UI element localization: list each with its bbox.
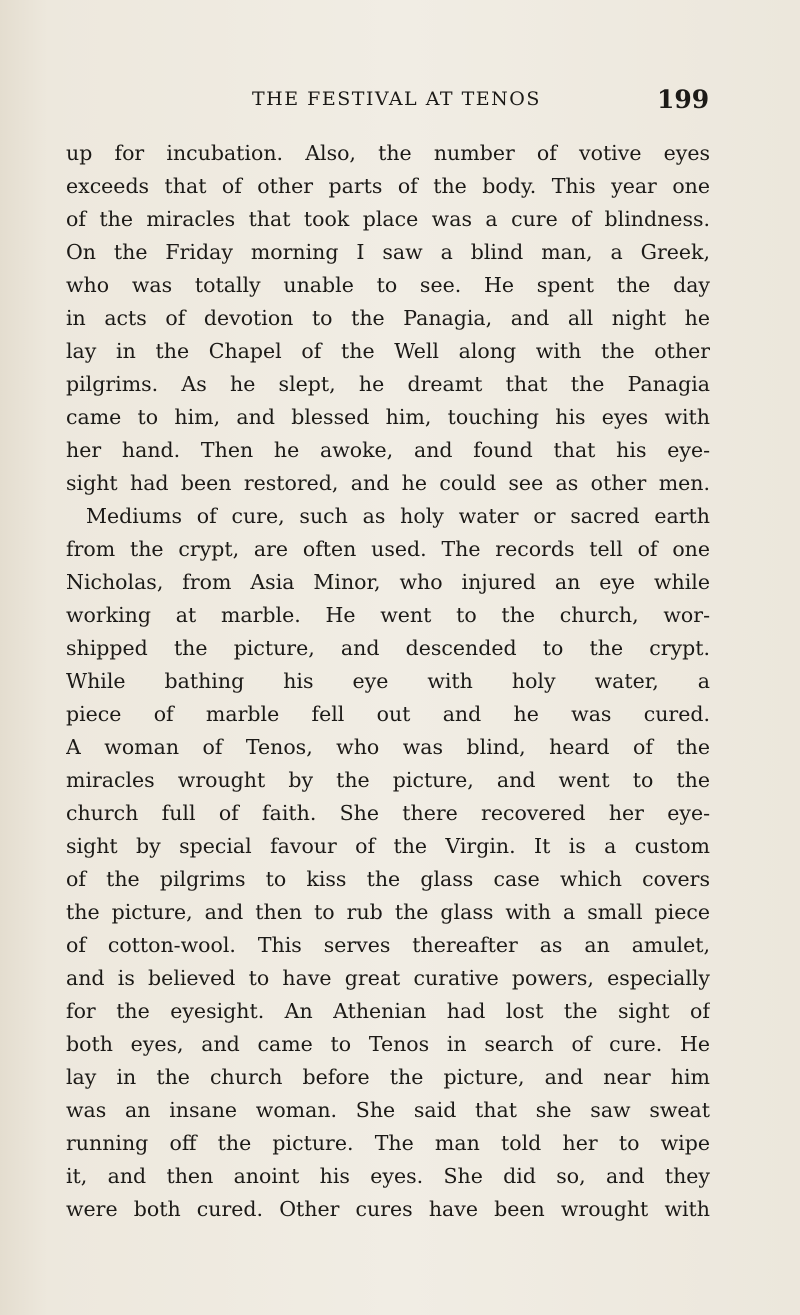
- text-line: it, and then anoint his eyes. She did so, and they: [66, 1164, 710, 1188]
- text-line: the picture, and then to rub the glass with a small piece: [66, 900, 710, 924]
- text-line: piece of marble fell out and he was cured.: [66, 702, 710, 726]
- text-line: On the Friday morning I saw a blind man, a Greek,: [66, 240, 710, 264]
- text-line: were both cured. Other cures have been wrought with: [66, 1197, 710, 1221]
- text-line: While bathing his eye with holy water, a: [66, 669, 710, 693]
- page-number: 199: [657, 85, 710, 114]
- text-line: came to him, and blessed him, touching his eyes with: [66, 405, 710, 429]
- text-line-paragraph-start: Mediums of cure, such as holy water or sacred earth: [86, 504, 710, 528]
- text-line: shipped the picture, and descended to the crypt.: [66, 636, 710, 660]
- text-line: of the pilgrims to kiss the glass case which covers: [66, 867, 710, 891]
- text-line: up for incubation. Also, the number of votive eyes: [66, 141, 710, 165]
- text-line: her hand. Then he awoke, and found that his eye-: [66, 438, 710, 462]
- text-line: for the eyesight. An Athenian had lost the sight of: [66, 999, 710, 1023]
- text-line: both eyes, and came to Tenos in search of cure. He: [66, 1032, 710, 1056]
- text-line: in acts of devotion to the Panagia, and all night he: [66, 306, 710, 330]
- running-title: THE FESTIVAL AT TENOS: [252, 88, 541, 110]
- text-line: of cotton-wool. This serves thereafter as an amulet,: [66, 933, 710, 957]
- text-line: who was totally unable to see. He spent the day: [66, 273, 710, 297]
- page-header: [0, 85, 800, 122]
- text-line: was an insane woman. She said that she saw sweat: [66, 1098, 710, 1122]
- text-line: working at marble. He went to the church, wor-: [66, 603, 710, 627]
- text-line: lay in the Chapel of the Well along with the other: [66, 339, 710, 363]
- text-line: of the miracles that took place was a cure of blindness.: [66, 207, 710, 231]
- text-line: from the crypt, are often used. The records tell of one: [66, 537, 710, 561]
- text-line: sight by special favour of the Virgin. It is a custom: [66, 834, 710, 858]
- text-line: lay in the church before the picture, and near him: [66, 1065, 710, 1089]
- text-line: exceeds that of other parts of the body. This year one: [66, 174, 710, 198]
- text-line: pilgrims. As he slept, he dreamt that the Panagia: [66, 372, 710, 396]
- text-line: sight had been restored, and he could see as other men.: [66, 471, 710, 495]
- text-line: running off the picture. The man told her to wipe: [66, 1131, 710, 1155]
- text-line: A woman of Tenos, who was blind, heard of the: [66, 735, 710, 759]
- body-text: [66, 137, 710, 1226]
- text-line: miracles wrought by the picture, and went to the: [66, 768, 710, 792]
- text-line: Nicholas, from Asia Minor, who injured an eye while: [66, 570, 710, 594]
- text-line: church full of faith. She there recovered her eye-: [66, 801, 710, 825]
- text-line: and is believed to have great curative powers, especially: [66, 966, 710, 990]
